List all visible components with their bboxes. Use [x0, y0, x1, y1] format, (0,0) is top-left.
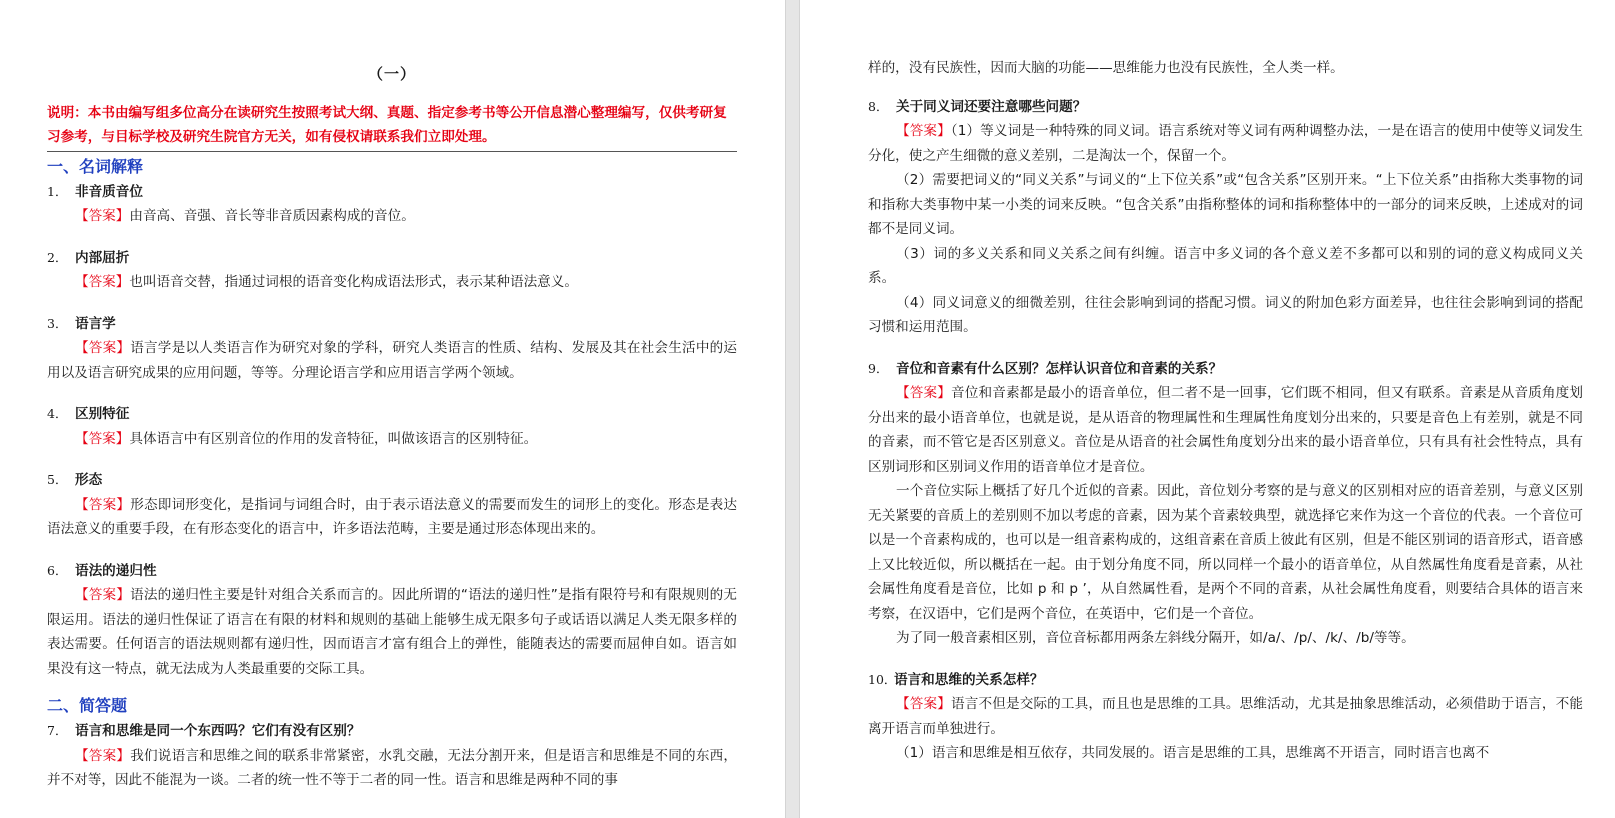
question-number: 3． [47, 315, 68, 331]
question-text: 语言学 [75, 315, 116, 332]
question-number: 2． [47, 249, 68, 265]
question-1 [47, 180, 737, 229]
section-heading-terms: 一、名词解释 [47, 156, 144, 176]
section-heading-short-answer: 二、简答题 [47, 696, 128, 715]
answer-tag: 【答案】 [896, 696, 951, 712]
answer-paragraph [47, 427, 737, 452]
question-text: 形态 [75, 472, 103, 488]
right-page-content [868, 56, 1583, 766]
question-number: 7． [47, 723, 68, 738]
question-title [868, 95, 1583, 120]
question-title [868, 357, 1583, 382]
answer-paragraph [47, 493, 737, 542]
question-text: 语言和思维的关系怎样？ [894, 671, 1044, 688]
left-page-content [47, 62, 737, 793]
question-title [47, 246, 737, 271]
answer-text: 语法的递归性主要是针对组合关系而言的。因此所谓的“语法的递归性”是指有限符号和有限规则的无限运用。语法的递归性保证了语言在有限的材料和规则的基础上能够生成无限多句子或话语以满足人类无限多样的表达需要。任何语言的语法规则都有递归性，因而语言才富有组合上的弹性，能随表达的需要而屈伸自如。语言如果没有这一特点，就无法成为人类最重要的交际工具。 [47, 587, 737, 677]
answer-text: 具体语言中有区别音位的作用的发音特征，叫做该语言的区别特征。 [129, 430, 538, 447]
question-title [47, 402, 737, 427]
answer-paragraph [868, 119, 1583, 168]
question-2 [47, 246, 737, 295]
answer-paragraph: （4）同义词意义的细微差别，往往会影响到词的搭配习惯。词义的附加色彩方面差异，也往往会影响到词的搭配习惯和运用范围。 [868, 294, 1583, 335]
question-title [47, 180, 737, 205]
question-text: 非音质音位 [75, 183, 143, 200]
question-8 [868, 95, 1583, 340]
answer-text: 音位和音素都是最小的语音单位，但二者不是一回事，它们既不相同，但又有联系。音素是从音质角度划分出来的最小语音单位，也就是说，是从语音的物理属性和生理属性角度划分出来的，只要是音色上有差别，就是不同的音素，而不管它是否区别意义。音位是从语音的社会属性角度划分出来的最小语音单位，只有具有社会性特点，具有区别词形和区别词义作用的语音单位才是音位。 [868, 385, 1584, 475]
question-text: 内部屈折 [75, 249, 130, 266]
right-page [800, 0, 1615, 818]
answer-paragraph [868, 381, 1583, 479]
question-title [47, 468, 737, 493]
question-text: 区别特征 [75, 406, 130, 422]
question-4 [47, 402, 737, 451]
question-text: 关于同义词还要注意哪些问题？ [896, 98, 1087, 115]
answer-tag: 【答案】 [896, 123, 951, 139]
question-number: 10． [868, 671, 897, 687]
answer-text: 形态即词形变化，是指词与词组合时，由于表示语法意义的需要而发生的词形上的变化。形态是表达语法意义的重要手段，在有形态变化的语言中，许多语法范畴，主要是通过形态体现出来的。 [47, 496, 738, 537]
question-number: 4． [47, 406, 68, 421]
question-number: 1． [47, 183, 68, 199]
answer-tag: 【答案】 [75, 208, 130, 224]
question-text: 语言和思维是同一个东西吗？它们有没有区别？ [75, 723, 361, 739]
question-number: 9． [868, 360, 889, 376]
question-7 [47, 719, 737, 793]
answer-tag: 【答案】 [75, 496, 131, 513]
question-title [47, 719, 737, 744]
chapter-title: （一） [367, 65, 416, 83]
question-text: 音位和音素有什么区别？怎样认识音位和音素的关系？ [896, 360, 1223, 377]
answer-text: （1）等义词是一种特殊的同义词。语言系统对等义词有两种调整办法，一是在语言的使用中使等义词发生分化，使之产生细微的意义差别，二是淘汰一个，保留一个。 [868, 123, 1583, 164]
answer-text: 也叫语音交替，指通过词根的语音变化构成语法形式，表示某种语法意义。 [129, 274, 578, 290]
answer-paragraph [47, 583, 737, 681]
answer-text: 语言学是以人类语言作为研究对象的学科，研究人类语言的性质、结构、发展及其在社会生活中的运用以及语言研究成果的应用问题，等等。分理论语言学和应用语言学两个领域。 [47, 340, 738, 381]
answer-tag: 【答案】 [75, 340, 131, 356]
question-5 [47, 468, 737, 542]
question-text: 语法的递归性 [75, 562, 157, 579]
answer-tag: 【答案】 [75, 274, 130, 290]
answer-text: 我们说语言和思维之间的联系非常紧密，水乳交融，无法分割开来，但是语言和思维是不同的东西，并不对等，因此不能混为一谈。二者的统一性不等于二者的同一性。语言和思维是两种不同的事 [47, 747, 738, 788]
question-title [47, 559, 737, 584]
answer-paragraph: 一个音位实际上概括了好几个近似的音素。因此，音位划分考察的是与意义的区别相对应的语音差别，与意义区别无关紧要的音质上的差别则不加以考虑的音素，因为某个音素较典型，就选择它来作为这一个音位的代表。一个音位可以是一个音素构成的，也可以是一组音素构成的，这组音素在音质上彼此有区别，但是不能区别词的语音形式，语音感上又比较近似，所以概括在一起。由于划分角度不同，所以同样一个最小的语音单位，从自然属性角度看是音素，从社会属性角度看是音位，比如 p 和 p ’，从自然属性看，是两个不同的音素，从社会属性角度看，则要结合具体的语言来考察，在汉语中，它们是两个音位，在英语中，它们是一个音位。 [868, 483, 1583, 622]
answer-paragraph [47, 270, 737, 295]
answer-tag: 【答案】 [75, 587, 131, 603]
answer-paragraph [868, 692, 1583, 741]
answer-paragraph [47, 204, 737, 229]
answer-paragraph [47, 744, 737, 793]
answer-tag: 【答案】 [75, 747, 131, 764]
answer-paragraph: （1）语言和思维是相互依存，共同发展的。语言是思维的工具，思维离不开语言，同时语言也离不 [896, 745, 1490, 761]
disclaimer-notice: 说明：本书由编写组多位高分在读研究生按照考试大纲、真题、指定参考书等公开信息潜心整理编写，仅供考研复习参考，与目标学校及研究生院官方无关，如有侵权请联系我们立即处理。 [47, 101, 737, 152]
answer-text: 语言不但是交际的工具，而且也是思维的工具。思维活动，尤其是抽象思维活动，必须借助于语言，不能离开语言而单独进行。 [868, 696, 1584, 737]
question-title [868, 668, 1583, 693]
answer-text: 由音高、音强、音长等非音质因素构成的音位。 [129, 208, 415, 224]
answer-paragraph: 为了同一般音素相区别，音位音标都用两条左斜线分隔开，如/a/、/p/、/k/、/b/等等。 [896, 630, 1415, 646]
question-6 [47, 559, 737, 682]
answer-paragraph: （3）词的多义关系和同义关系之间有纠缠。语言中多义词的各个意义差不多都可以和别的词的意义构成同义关系。 [868, 245, 1583, 286]
continued-paragraph: 样的，没有民族性，因而大脑的功能——思维能力也没有民族性，全人类一样。 [868, 60, 1344, 76]
left-page [0, 0, 785, 818]
page-gutter [785, 0, 800, 818]
question-number: 6． [47, 562, 68, 578]
question-number: 8． [868, 98, 889, 114]
question-9 [868, 357, 1583, 651]
answer-paragraph [47, 336, 737, 385]
question-3 [47, 312, 737, 386]
answer-paragraph: （2）需要把词义的“同义关系”与词义的“上下位关系”或“包含关系”区别开来。“上下位关系”由指称大类事物的词和指称大类事物中某一小类的词来反映。“包含关系”由指称整体的词和指称整体中的一部分的词来反映，上述成对的词都不是同义词。 [868, 172, 1583, 237]
question-10 [868, 668, 1583, 766]
answer-tag: 【答案】 [75, 430, 130, 447]
question-number: 5． [47, 472, 68, 487]
answer-tag: 【答案】 [896, 385, 951, 401]
question-title [47, 312, 737, 337]
